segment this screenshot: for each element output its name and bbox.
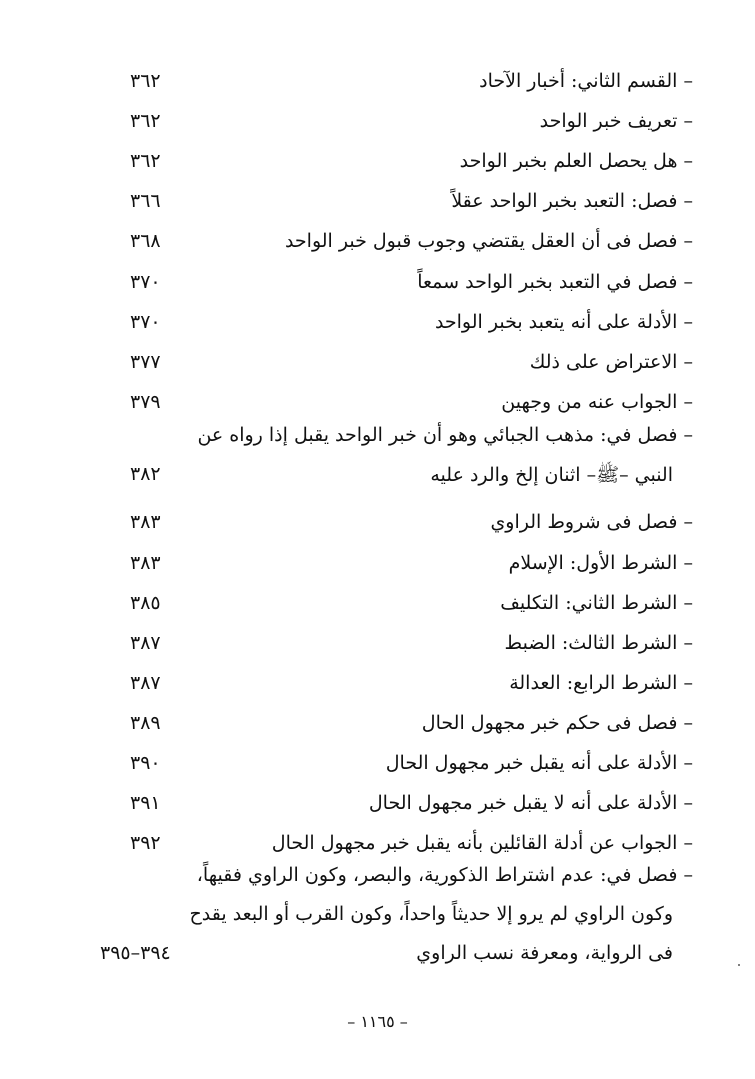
toc-entry-title: – فصل في التعبد بخبر الواحد سمعاً [417,271,693,293]
toc-entry-page: ٣٩٤–٣٩٥ [100,942,171,964]
toc-entry [0,141,755,181]
toc-entry-title: – الجواب عن أدلة القائلين بأنه يقبل خبر مجهول الحال [271,832,693,854]
toc-entry-page: ٣٧٠ [130,271,161,293]
toc-entry-title: – الأدلة على أنه يقبل خبر مجهول الحال [385,752,693,774]
toc-entry-title: – الاعتراض على ذلك [529,351,693,373]
toc-entry-title: – الجواب عنه من وجهين [501,391,693,413]
toc-entry-page: ٣٨٣ [130,511,161,533]
toc-entry-title: – الشرط الثالث: الضبط [504,632,693,654]
scan-speck [738,964,740,966]
toc-entry [0,101,755,141]
toc-entry-page: ٣٦٨ [130,230,161,252]
toc-entry-page: ٣٧٠ [130,311,161,333]
toc-entry-title: – فصل فى حكم خبر مجهول الحال [421,712,693,734]
toc-entry-page: ٣٨٩ [130,712,161,734]
toc-entry-title: – فصل: التعبد بخبر الواحد عقلاً [451,190,693,212]
toc-entry-title-line-2: النبي –ﷺ– اثنان إلخ والرد عليه [430,464,673,486]
toc-entry-title-line-1: – فصل في: عدم اشتراط الذكورية، والبصر، وكون الراوي فقيهاً، [196,864,693,886]
toc-entry [0,823,755,863]
toc-entry-page: ٣٧٧ [130,351,161,373]
toc-entry-page: ٣٨٢ [130,463,161,485]
toc-entry [0,262,755,302]
toc-entry-title: – تعريف خبر الواحد [539,110,693,132]
toc-entry-title: – هل يحصل العلم بخبر الواحد [459,150,693,172]
toc-entry-page: ٣٦٦ [130,190,161,212]
toc-entry [0,543,755,583]
toc-entry [0,181,755,221]
toc-entry-page: ٣٦٢ [130,110,161,132]
toc-entry-page: ٣٩٢ [130,832,161,854]
toc-entry-page: ٣٦٢ [130,70,161,92]
toc-entry [0,703,755,743]
toc-entry-page: ٣٩٠ [130,752,161,774]
toc-entry-page: ٣٨٥ [130,592,161,614]
toc-entry-title: – الأدلة على أنه لا يقبل خبر مجهول الحال [368,792,693,814]
toc-entry-title-line-1: – فصل في: مذهب الجبائي وهو أن خبر الواحد يقبل إذا رواه عن [197,424,693,446]
page-number: – ١١٦٥ – [347,1012,408,1031]
toc-entry-title-line-2: وكون الراوي لم يرو إلا حديثاً واحداً، وكون القرب أو البعد يقدح [189,903,673,925]
toc-entry-title: – فصل فى أن العقل يقتضي وجوب قبول خبر الواحد [284,230,693,252]
toc-entry-title: – الشرط الثاني: التكليف [500,592,693,614]
toc-entry-title: – فصل فى شروط الراوي [490,511,693,533]
toc-entry [0,663,755,703]
toc-entry [0,221,755,261]
toc-entry [0,342,755,382]
toc-entry-page: ٣٩١ [130,792,161,814]
toc-entry-title: – القسم الثاني: أخبار الآحاد [479,70,693,92]
toc-entry-title: – الأدلة على أنه يتعبد بخبر الواحد [434,311,693,333]
toc-entry [0,583,755,623]
toc-entry [0,783,755,823]
toc-entry [0,61,755,101]
toc-entry-page: ٣٧٩ [130,391,161,413]
toc-entry [0,502,755,542]
toc-entry [0,743,755,783]
toc-entry-page: ٣٨٧ [130,632,161,654]
toc-entry-title: – الشرط الأول: الإسلام [508,552,693,574]
toc-entry [0,623,755,663]
toc-entry-title: – الشرط الرابع: العدالة [509,672,693,694]
toc-entry-page: ٣٨٧ [130,672,161,694]
toc-entry-page: ٣٨٣ [130,552,161,574]
toc-entry [0,302,755,342]
toc-entry-page: ٣٦٢ [130,150,161,172]
toc-entry-title-line-3: فى الرواية، ومعرفة نسب الراوي [416,942,673,964]
toc-entry [0,382,755,422]
